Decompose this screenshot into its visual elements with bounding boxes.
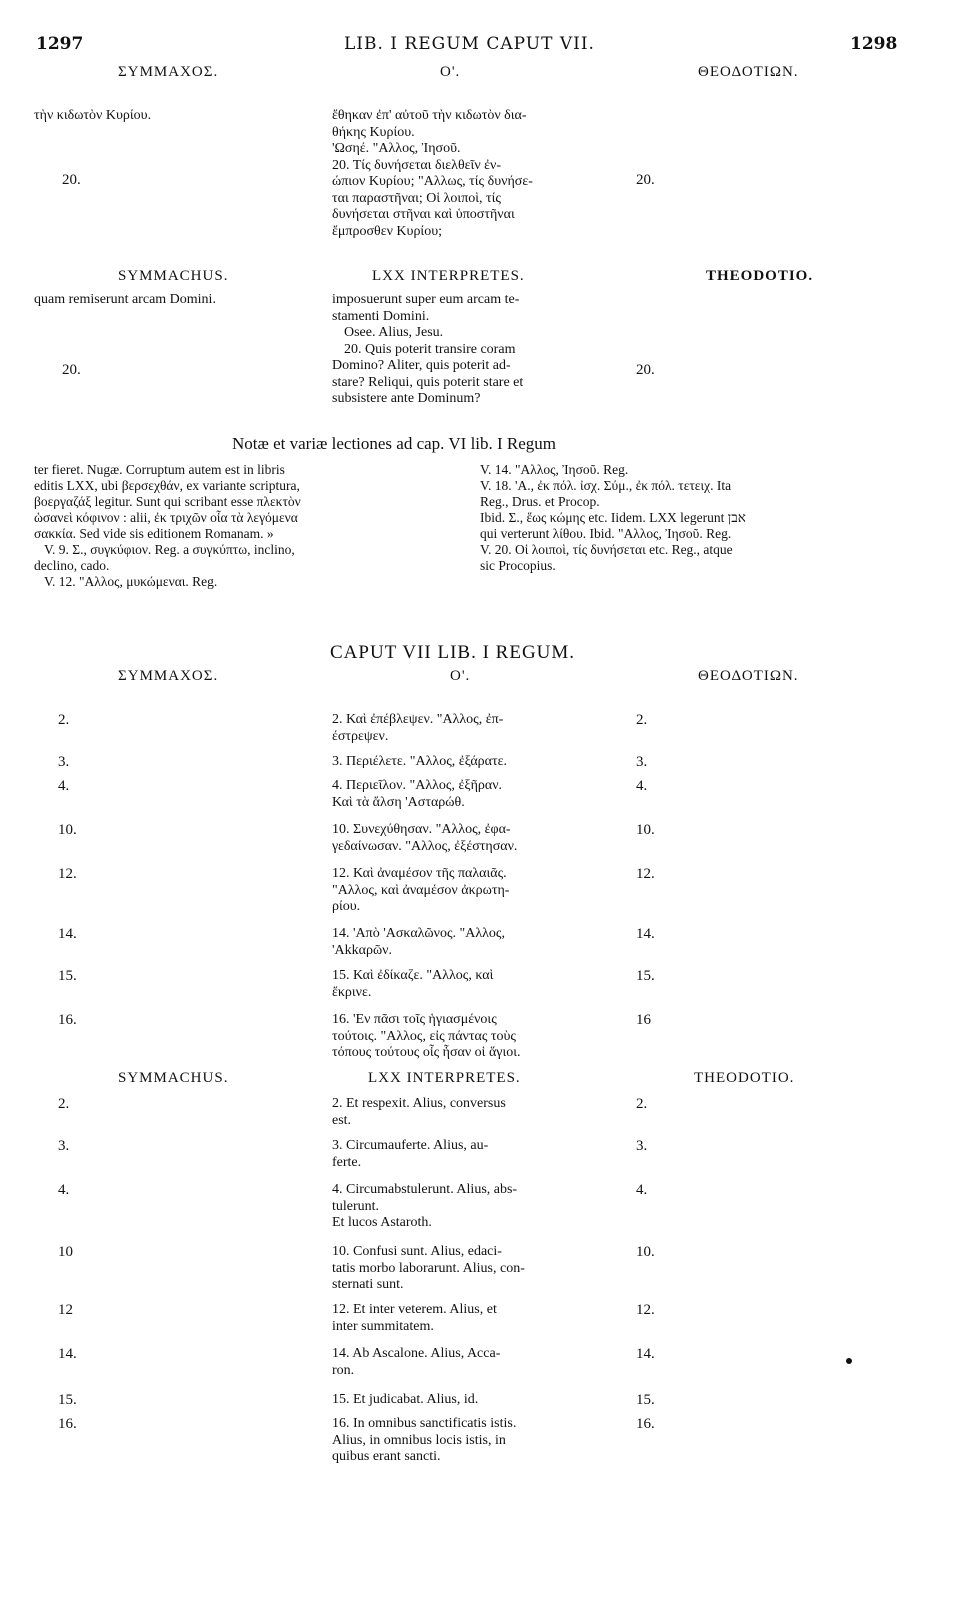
verse-number-left: 2. <box>58 1096 70 1112</box>
verse-number-left: 12 <box>58 1302 73 1318</box>
page-number-right: 1298 <box>850 34 898 54</box>
verse-number-right: 16 <box>636 1012 651 1028</box>
text-line: stamenti Domini. <box>332 308 430 324</box>
note-line: editis LXX, ubi βερσεχθάν, ex variante scriptura, <box>34 478 300 493</box>
symmachus-greek-head: ΣΥΜΜΑΧΟΣ. <box>118 668 219 684</box>
text-line: ἔμπροσθεν Κυρίου; <box>332 223 443 239</box>
text-line: 20. Τίς δυνήσεται διελθεῖν ἐν- <box>332 157 502 173</box>
text-line: ἔκρινε. <box>332 984 372 1000</box>
text-line: ρίου. <box>332 899 361 914</box>
text-line: 'Ωσηέ. "Αλλος, Ἰησοῦ. <box>332 141 461 156</box>
text-line: subsistere ante Dominum? <box>332 391 481 406</box>
text-line: 16. In omnibus sanctificatis istis. <box>332 1416 517 1431</box>
verse-number-left: 10 <box>58 1244 73 1260</box>
note-line: V. 20. Οἱ λοιποὶ, τίς δυνήσεται etc. Reg., atque <box>480 542 733 557</box>
verse-text <box>332 754 602 771</box>
verse-text <box>332 1346 602 1379</box>
text-line: δυνήσεται στῆναι καὶ ὑποστῆναι <box>332 207 515 222</box>
symmachus-greek-head: ΣΥΜΜΑΧΟΣ. <box>118 64 219 80</box>
text-line: stare? Reliqui, quis poterit stare et <box>332 374 524 390</box>
notes-title: Notæ et variæ lectiones ad cap. VI lib. I Regum <box>232 434 557 453</box>
verse-number-right: 10. <box>636 1244 655 1260</box>
text-line: est. <box>332 1112 352 1128</box>
verse-number-right: 12. <box>636 866 655 882</box>
lxx-latin-head: LXX INTERPRETES. <box>372 268 525 284</box>
notes-right-column <box>480 462 746 574</box>
text-line: Domino? Aliter, quis poterit ad- <box>332 358 511 373</box>
symmachus-latin-head: SYMMACHUS. <box>118 1070 229 1086</box>
verse-number-left: 14. <box>58 926 77 942</box>
text-line: 15. Καὶ ἐδίκαζε. "Αλλος, καὶ <box>332 968 494 983</box>
verse-number-right: 16. <box>636 1416 655 1432</box>
lxx-greek-block <box>332 108 602 240</box>
verse-number-right: 14. <box>636 1346 655 1362</box>
text-line: γεδαίνωσαν. "Αλλος, ἐξέστησαν. <box>332 838 518 854</box>
verse-number-right: 20. <box>636 172 655 188</box>
notes-left-column <box>34 462 301 590</box>
text-line: tatis morbo laborarunt. Alius, con- <box>332 1260 525 1276</box>
note-line: qui verterunt λίθου. Ibid. "Αλλος, Ἰησοῦ. Reg. <box>480 526 732 541</box>
verse-text <box>332 712 602 745</box>
symmachus-greek-text: τὴν κιδωτὸν Κυρίου. <box>34 108 152 123</box>
verse-text <box>332 1244 602 1294</box>
theodotio-latin-head: THEODOTIO. <box>694 1070 795 1086</box>
theodotio-latin-head: THEODOTIO. <box>706 268 814 284</box>
text-line: θήκης Κυρίου. <box>332 124 415 140</box>
text-line: ἔθηκαν ἐπ' αὐτοῦ τὴν κιδωτὸν δια- <box>332 108 527 123</box>
verse-text <box>332 866 602 916</box>
text-line: 4. Περιεῖλον. "Αλλος, ἐξῆραν. <box>332 778 503 793</box>
text-line: Osee. Alius, Jesu. <box>344 325 444 340</box>
text-line: quibus erant sancti. <box>332 1449 441 1464</box>
verse-number-right: 4. <box>636 1182 648 1198</box>
verse-number-right: 10. <box>636 822 655 838</box>
lxx-latin-head: LXX INTERPRETES. <box>368 1070 521 1086</box>
text-line: έστρεψεν. <box>332 728 389 744</box>
note-line: V. 18. 'Α., ἐκ πόλ. ἰσχ. Σύμ., ἐκ πόλ. τετειχ. Ita <box>480 478 732 493</box>
ink-dot <box>846 1358 852 1364</box>
text-line: ώπιον Κυρίου; "Αλλως, τίς δυνήσε- <box>332 174 533 189</box>
text-line: 2. Et respexit. Alius, conversus <box>332 1096 506 1111</box>
chapter-title: CAPUT VII LIB. I REGUM. <box>330 642 576 663</box>
verse-number-left: 4. <box>58 1182 70 1198</box>
verse-number-left: 16. <box>58 1012 77 1028</box>
verse-text <box>332 1392 602 1409</box>
text-line: 10. Confusi sunt. Alius, edaci- <box>332 1244 502 1259</box>
verse-text <box>332 1302 602 1335</box>
text-line: ferte. <box>332 1154 362 1170</box>
verse-number-right: 3. <box>636 1138 648 1154</box>
note-line: declino, cado. <box>34 558 110 573</box>
verse-number-left: 14. <box>58 1346 77 1362</box>
text-line: ron. <box>332 1362 355 1378</box>
verse-text <box>332 926 602 959</box>
verse-text <box>332 1012 602 1062</box>
text-line: 20. Quis poterit transire coram <box>344 341 516 357</box>
verse-number-right: 2. <box>636 1096 648 1112</box>
verse-text <box>332 1416 602 1466</box>
verse-number-left: 15. <box>58 1392 77 1408</box>
verse-number-left: 10. <box>58 822 77 838</box>
text-line: 14. 'Απὸ 'Ασκαλῶνος. "Αλλος, <box>332 926 505 941</box>
text-line: 16. 'Εν πᾶσι τοῖς ἡγιασμένοις <box>332 1012 497 1027</box>
note-line: V. 9. Σ., συγκύφιον. Reg. a συγκύπτω, inclino, <box>44 542 295 557</box>
verse-number-right: 15. <box>636 1392 655 1408</box>
text-line: inter summitatem. <box>332 1318 434 1334</box>
note-line: Ibid. Σ., ἕως κώμης etc. Iidem. LXX legerunt אבן <box>480 510 746 525</box>
note-line: Reg., Drus. et Procop. <box>480 494 600 509</box>
verse-number-left: 15. <box>58 968 77 984</box>
verse-text <box>332 1096 602 1129</box>
verse-number-right: 3. <box>636 754 648 770</box>
note-line: sic Procopius. <box>480 558 556 573</box>
verse-number-right: 14. <box>636 926 655 942</box>
note-line: βοεργαζάξ legitur. Sunt qui scribant esse πλεκτὸν <box>34 494 301 509</box>
text-line: τούτοις. "Αλλος, εἰς πάντας τοὺς <box>332 1028 516 1044</box>
verse-number-left: 3. <box>58 1138 70 1154</box>
note-line: V. 14. "Αλλος, Ἰησοῦ. Reg. <box>480 462 629 477</box>
text-line: 4. Circumabstulerunt. Alius, abs- <box>332 1182 518 1197</box>
lxx-latin-block <box>332 292 602 408</box>
running-title: LIB. I REGUM CAPUT VII. <box>344 34 595 54</box>
verse-text <box>332 822 602 855</box>
verse-text <box>332 778 602 811</box>
verse-number-left: 3. <box>58 754 70 770</box>
verse-number-right: 20. <box>636 362 655 378</box>
text-line: 3. Circumauferte. Alius, au- <box>332 1138 489 1153</box>
text-line: 10. Συνεχύθησαν. "Αλλος, ἐφα- <box>332 822 511 837</box>
verse-number-right: 15. <box>636 968 655 984</box>
text-line: 3. Περιέλετε. "Αλλος, ἐξάρατε. <box>332 754 507 769</box>
lxx-greek-head: Ο'. <box>440 64 461 80</box>
text-line: Alius, in omnibus locis istis, in <box>332 1432 506 1448</box>
text-line: Et lucos Astaroth. <box>332 1215 432 1230</box>
text-line: 12. Et inter veterem. Alius, et <box>332 1302 497 1317</box>
note-line: ὡσανεὶ κόφινον : alii, ἐκ τριχῶν οἷα τὰ λεγόμενα <box>34 510 298 525</box>
verse-number-left: 4. <box>58 778 70 794</box>
text-line: 14. Ab Ascalone. Alius, Acca- <box>332 1346 501 1361</box>
verse-number-left: 2. <box>58 712 70 728</box>
verse-number-right: 4. <box>636 778 648 794</box>
text-line: ται παραστῆναι; Οἱ λοιποὶ, τίς <box>332 190 501 206</box>
note-line: V. 12. "Αλλος, μυκώμεναι. Reg. <box>44 574 218 589</box>
verse-number-left: 20. <box>62 172 81 188</box>
lxx-greek-head: Ο'. <box>450 668 471 684</box>
verse-number-left: 20. <box>62 362 81 378</box>
text-line: tulerunt. <box>332 1198 380 1214</box>
verse-text <box>332 1182 602 1232</box>
text-line: 15. Et judicabat. Alius, id. <box>332 1392 479 1407</box>
text-line: 2. Καὶ ἐπέβλεψεν. "Αλλος, ἐπ- <box>332 712 504 727</box>
verse-number-left: 12. <box>58 866 77 882</box>
verse-text <box>332 1138 602 1171</box>
symmachus-latin-head: SYMMACHUS. <box>118 268 229 284</box>
note-line: ter fieret. Nugæ. Corruptum autem est in libris <box>34 462 285 477</box>
verse-text <box>332 968 602 1001</box>
symmachus-latin-text: quam remiserunt arcam Domini. <box>34 292 216 307</box>
page-number-left: 1297 <box>36 34 84 54</box>
verse-number-right: 12. <box>636 1302 655 1318</box>
verse-number-left: 16. <box>58 1416 77 1432</box>
text-line: imposuerunt super eum arcam te- <box>332 292 520 307</box>
text-line: τόπους τούτους οἷς ἦσαν οἱ ἅγιοι. <box>332 1045 521 1060</box>
verse-number-right: 2. <box>636 712 648 728</box>
text-line: "Αλλος, καὶ ἀναμέσον ἀκρωτη- <box>332 882 510 898</box>
theodotion-greek-head: ΘΕΟΔΟΤΙΩΝ. <box>698 668 799 684</box>
text-line: Καὶ τὰ ἄλση 'Ασταρώθ. <box>332 794 465 810</box>
theodotion-greek-head: ΘΕΟΔΟΤΙΩΝ. <box>698 64 799 80</box>
text-line: 'Akkαρῶν. <box>332 942 392 958</box>
text-line: sternati sunt. <box>332 1277 404 1292</box>
text-line: 12. Καὶ ἀναμέσον τῆς παλαιᾶς. <box>332 866 507 881</box>
note-line: σακκία. Sed vide sis editionem Romanam. » <box>34 526 274 541</box>
